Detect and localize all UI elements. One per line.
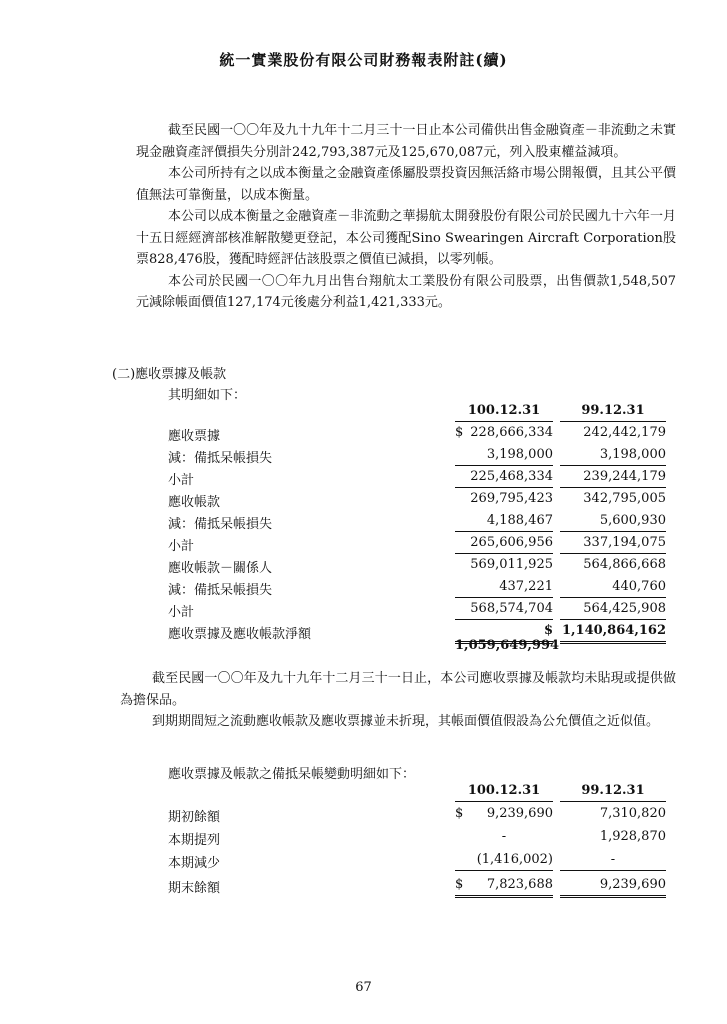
total-cell: 9,239,690 [560, 877, 666, 898]
value-cell: 1,928,870 [599, 829, 666, 844]
value-cell: 3,198,000 [455, 447, 553, 466]
value-cell: 342,795,005 [583, 491, 666, 506]
table-row-total [0, 874, 727, 896]
paragraph-dissolution: 本公司以成本衡量之金融資產－非流動之華揚航太開發股份有限公司於民國九十六年一月十五日經經濟部核准解散變更登記，本公司獲配Sino Swearingen Aircraft Corporation股票828,476股，獲配時經評估該股票之價值已減損，以零列帳。 [136, 209, 676, 267]
table-row-total [0, 620, 727, 653]
column-header: 99.12.31 [560, 783, 666, 802]
row-label: 本期提列 [168, 833, 221, 848]
value-cell: - [560, 852, 666, 871]
row-label: 應收帳款 [168, 495, 221, 510]
notes-paragraphs-top [136, 120, 676, 314]
total-cell: $ 7,823,688 [455, 877, 553, 898]
value-cell: 564,425,908 [560, 601, 666, 620]
table-header-row [0, 400, 727, 422]
column-header: 100.12.31 [455, 783, 553, 802]
table-row [0, 444, 727, 466]
column-header: 99.12.31 [560, 403, 666, 422]
value-cell: 4,188,467 [455, 513, 553, 532]
value-cell: 225,468,334 [455, 469, 553, 488]
row-label: 應收票據及應收帳款淨額 [168, 627, 312, 642]
table-row [0, 554, 727, 576]
page-title: 統一實業股份有限公司財務報表附註(續) [219, 51, 508, 69]
paragraph-disposal: 本公司於民國一〇〇年九月出售台翔航太工業股份有限公司股票，出售價款1,548,507元減除帳面價值127,174元後處分利益1,421,333元。 [136, 273, 676, 310]
paragraph-cost-method: 本公司所持有之以成本衡量之金融資產係屬股票投資因無活絡市場公開報價，且其公平價值無法可靠衡量，以成本衡量。 [136, 166, 676, 203]
table-header-row [0, 780, 727, 802]
paragraph-unrealized-loss: 截至民國一〇〇年及九十九年十二月三十一日止本公司備供出售金融資產－非流動之未實現金融資產評價損失分別計242,793,387元及125,670,087元，列入股東權益減項。 [136, 123, 676, 160]
row-label: 減：備抵呆帳損失 [168, 583, 273, 598]
column-header: 100.12.31 [455, 403, 553, 422]
value-cell: 242,442,179 [583, 425, 666, 440]
row-label: 小計 [168, 473, 195, 488]
row-label: 小計 [168, 605, 195, 620]
value-cell: 337,194,075 [560, 535, 666, 554]
row-label: 期初餘額 [168, 810, 221, 825]
currency-sign: $ [455, 877, 464, 892]
value-cell: $ 228,666,334 [455, 425, 553, 440]
value-cell: 269,795,423 [470, 491, 553, 506]
table-row [0, 466, 727, 488]
currency-sign: $ [455, 806, 464, 821]
table-row [0, 849, 727, 871]
currency-sign: $ [455, 425, 464, 440]
value-cell: 265,606,956 [455, 535, 553, 554]
value-cell: 569,011,925 [470, 557, 553, 572]
value-cell: (1,416,002) [455, 852, 553, 871]
total-cell: $ 1,059,649,994 [455, 623, 560, 653]
allowance-intro: 應收票據及帳款之備抵呆帳變動明細如下： [168, 767, 416, 782]
table-row [0, 488, 727, 510]
value-cell: 437,221 [455, 579, 553, 598]
row-label: 小計 [168, 539, 195, 554]
table-row [0, 576, 727, 598]
value-cell: $ 9,239,690 [455, 806, 553, 821]
section-intro: 其明細如下： [168, 388, 247, 403]
table-row [0, 532, 727, 554]
value-cell: - [501, 829, 507, 844]
row-label: 本期減少 [168, 856, 221, 871]
table-row [0, 826, 727, 848]
table-row [0, 598, 727, 620]
value-cell: 440,760 [560, 579, 666, 598]
row-label: 減：備抵呆帳損失 [168, 451, 273, 466]
table-row [0, 803, 727, 825]
page-number: 67 [355, 980, 372, 995]
paragraph-fair-value: 到期期間短之流動應收帳款及應收票據並未折現，其帳面價值假設為公允價值之近似值。 [152, 714, 660, 729]
row-label: 應收帳款－關係人 [168, 561, 273, 576]
table-row [0, 422, 727, 444]
table-row [0, 510, 727, 532]
value-cell: 7,310,820 [599, 806, 666, 821]
value-cell: 3,198,000 [560, 447, 666, 466]
value-cell: 564,866,668 [583, 557, 666, 572]
total-cell: 1,140,864,162 [560, 623, 666, 644]
notes-paragraphs-mid [120, 668, 676, 733]
row-label: 期末餘額 [168, 881, 221, 896]
row-label: 應收票據 [168, 429, 221, 444]
row-label: 減：備抵呆帳損失 [168, 517, 273, 532]
value-cell: 5,600,930 [560, 513, 666, 532]
value-cell: 568,574,704 [455, 601, 553, 620]
value-cell: 239,244,179 [560, 469, 666, 488]
paragraph-no-pledge: 截至民國一〇〇年及九十九年十二月三十一日止，本公司應收票據及帳款均未貼現或提供做為擔保品。 [120, 671, 676, 708]
section-heading: (二)應收票據及帳款 [112, 367, 227, 382]
